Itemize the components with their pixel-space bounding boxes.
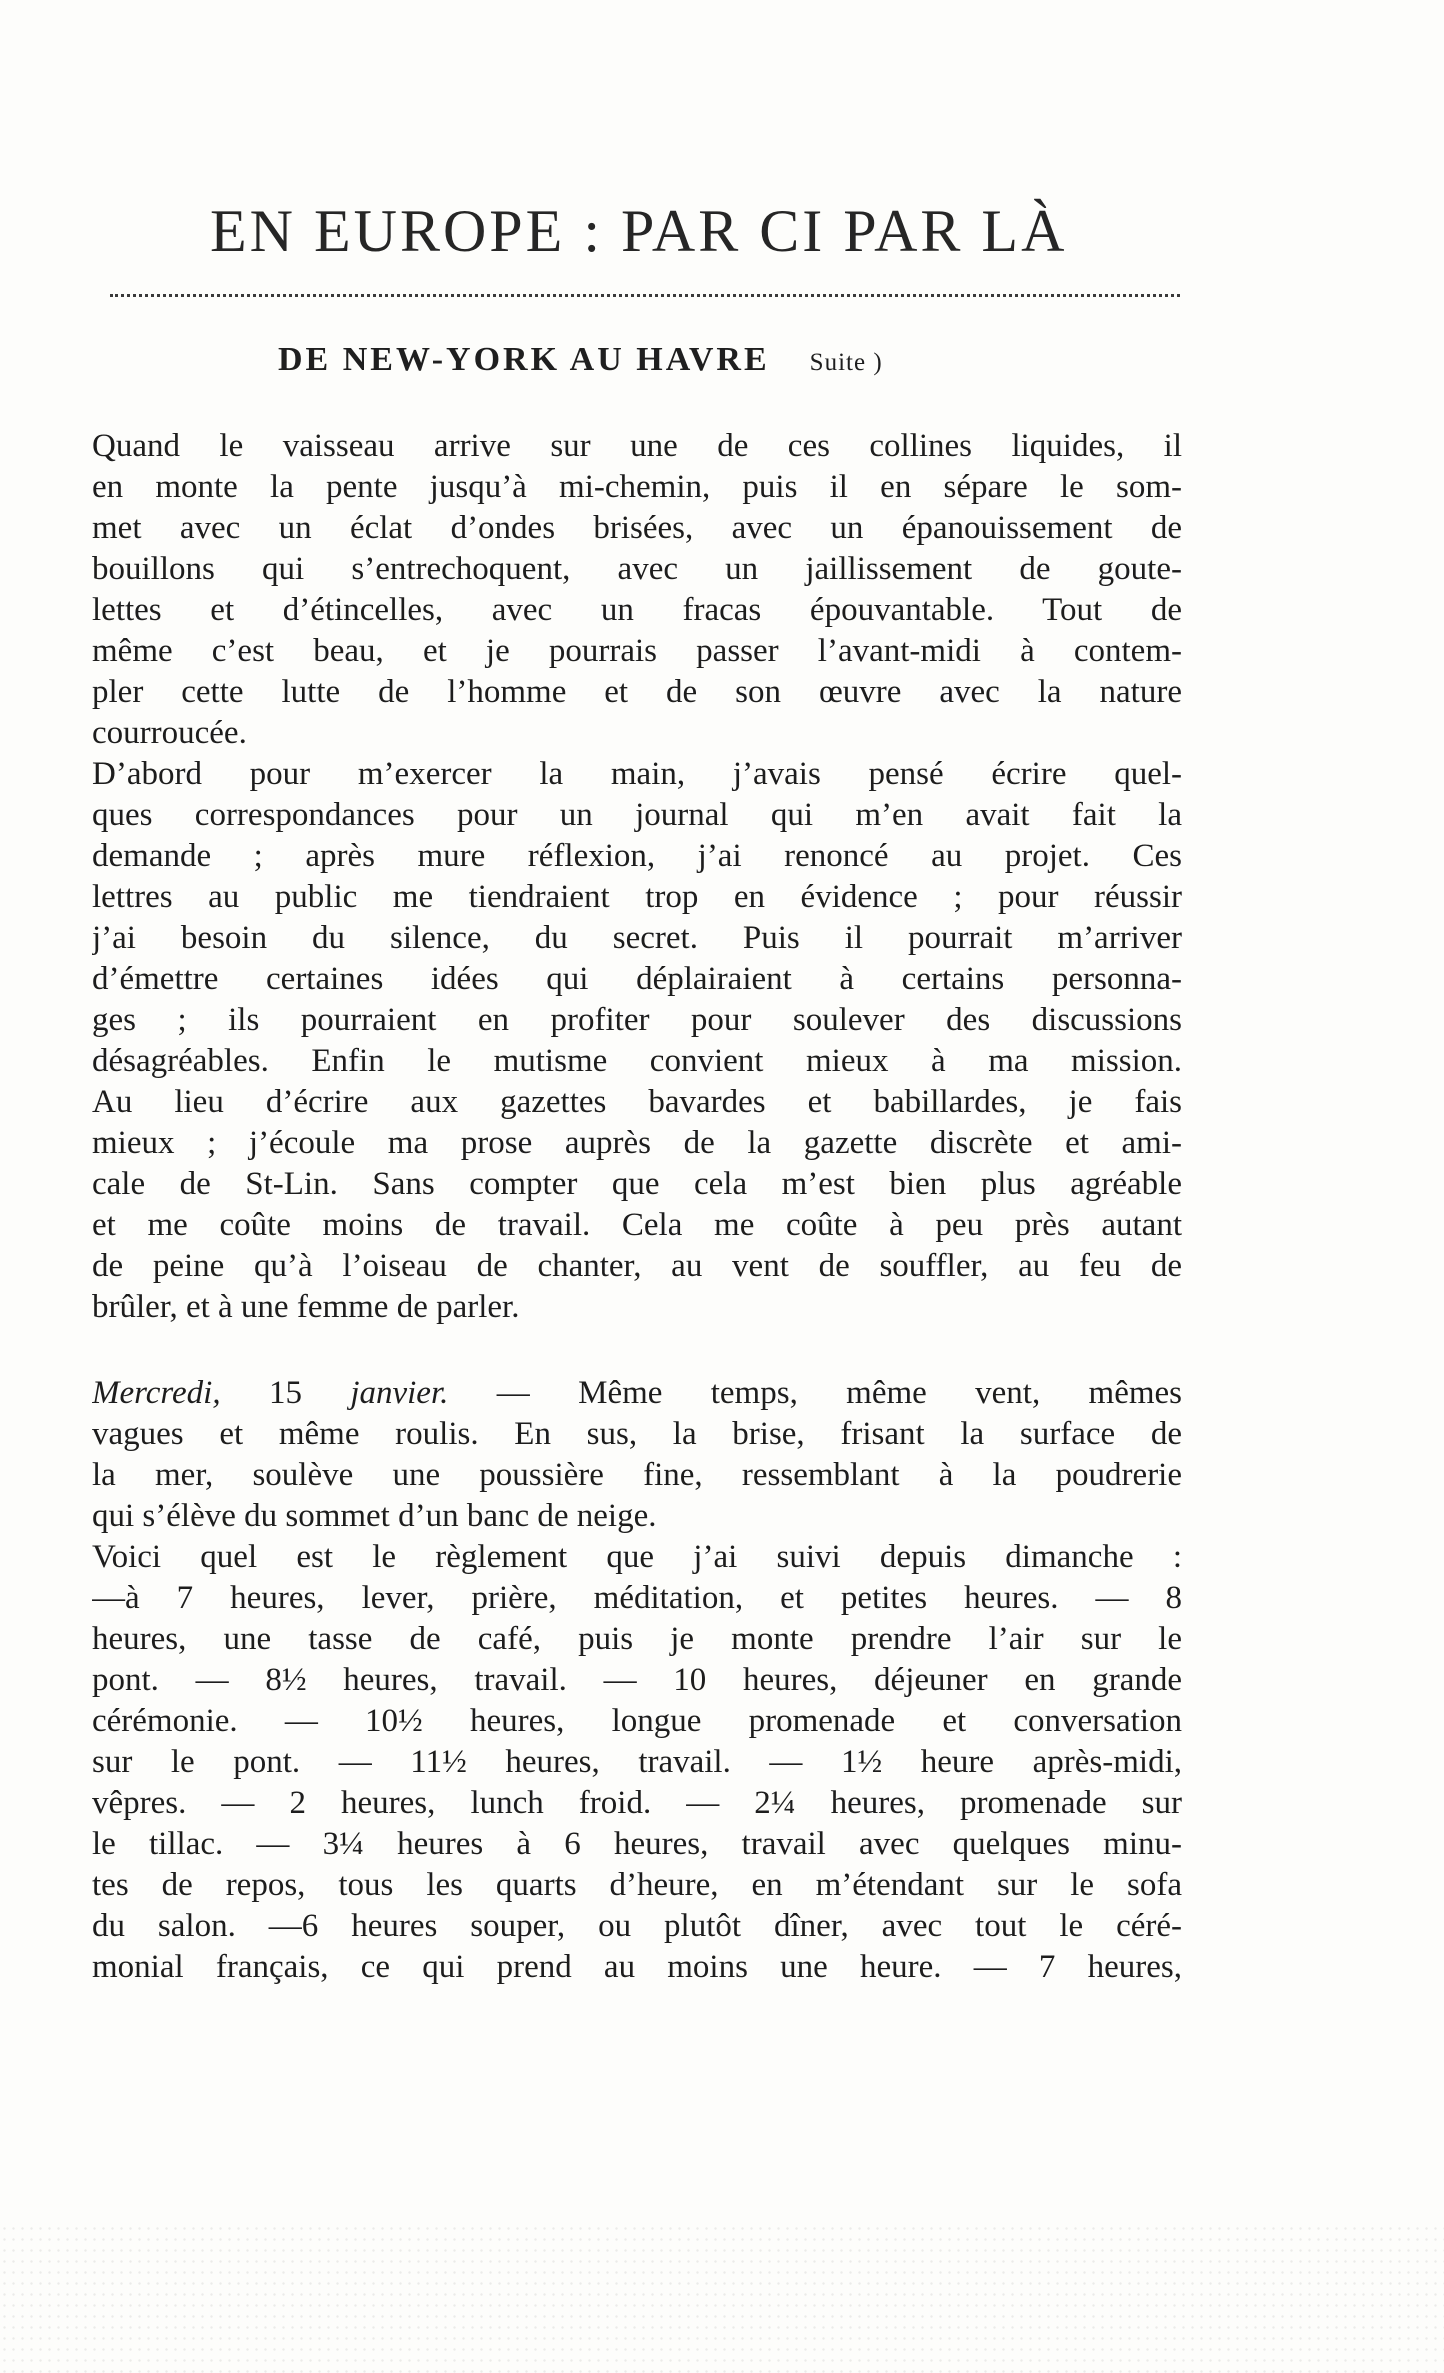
text-line: brûler, et à une femme de parler. bbox=[92, 1289, 520, 1325]
text-line: désagréables. Enfin le mutisme convient mieux à ma mission. bbox=[92, 1043, 1182, 1079]
subtitle-suite: Suite ) bbox=[809, 349, 883, 376]
text-line: mieux ; j’écoule ma prose auprès de la gazette discrète et ami- bbox=[92, 1125, 1182, 1161]
text-line: le tillac. — 3¼ heures à 6 heures, travail avec quelques minu- bbox=[92, 1826, 1182, 1862]
text-line: D’abord pour m’exercer la main, j’avais pensé écrire quel- bbox=[92, 756, 1182, 792]
text-line: ques correspondances pour un journal qui m’en avait fait la bbox=[92, 797, 1182, 833]
paper-speckle-decoration bbox=[0, 2223, 1444, 2373]
text-line: bouillons qui s’entrechoquent, avec un jaillissement de goute- bbox=[92, 551, 1182, 587]
page-title: EN EUROPE : PAR CI PAR LÀ bbox=[210, 198, 1068, 264]
date-text-line bbox=[92, 1373, 1182, 1414]
text-line: sur le pont. — 11½ heures, travail. — 1½ heure après-midi, bbox=[92, 1744, 1182, 1780]
text-line: met avec un éclat d’ondes brisées, avec un épanouissement de bbox=[92, 510, 1182, 546]
text-line: lettes et d’étincelles, avec un fracas épouvantable. Tout de bbox=[92, 592, 1182, 628]
text-line: lettres au public me tiendraient trop en évidence ; pour réussir bbox=[92, 879, 1182, 915]
text-line: vagues et même roulis. En sus, la brise, frisant la surface de bbox=[92, 1416, 1182, 1452]
text-line: la mer, soulève une poussière fine, ressemblant à la poudrerie bbox=[92, 1457, 1182, 1493]
text-line: heures, une tasse de café, puis je monte prendre l’air sur le bbox=[92, 1621, 1182, 1657]
text-line: qui s’élève du sommet d’un banc de neige. bbox=[92, 1498, 657, 1534]
subtitle-main: DE NEW-YORK AU HAVRE bbox=[278, 341, 770, 378]
text-line: tes de repos, tous les quarts d’heure, en m’étendant sur le sofa bbox=[92, 1867, 1182, 1903]
text-line: Voici quel est le règlement que j’ai suivi depuis dimanche : bbox=[92, 1539, 1182, 1575]
text-line: même c’est beau, et je pourrais passer l’avant-midi à contem- bbox=[92, 633, 1182, 669]
text-line: en monte la pente jusqu’à mi-chemin, puis il en sépare le som- bbox=[92, 469, 1182, 505]
date-number: 15 bbox=[268, 1375, 302, 1411]
text-line: de peine qu’à l’oiseau de chanter, au vent de souffler, au feu de bbox=[92, 1248, 1182, 1284]
text-line: pont. — 8½ heures, travail. — 10 heures, déjeuner en grande bbox=[92, 1662, 1182, 1698]
text-line: cérémonie. — 10½ heures, longue promenade et conversation bbox=[92, 1703, 1182, 1739]
text-line: vêpres. — 2 heures, lunch froid. — 2¼ heures, promenade sur bbox=[92, 1785, 1182, 1821]
date-month: janvier. bbox=[350, 1375, 449, 1411]
text-line: monial français, ce qui prend au moins une heure. — 7 heures, bbox=[92, 1949, 1182, 1985]
text-line: et me coûte moins de travail. Cela me coûte à peu près autant bbox=[92, 1207, 1182, 1243]
date-line-text: — Même temps, même vent, mêmes bbox=[496, 1375, 1182, 1411]
text-line: du salon. —6 heures souper, ou plutôt dîner, avec tout le céré- bbox=[92, 1908, 1182, 1944]
section-subtitle bbox=[278, 341, 1178, 379]
text-line: pler cette lutte de l’homme et de son œuvre avec la nature bbox=[92, 674, 1182, 710]
text-line: cale de St-Lin. Sans compter que cela m’est bien plus agréable bbox=[92, 1166, 1182, 1202]
text-line: j’ai besoin du silence, du secret. Puis il pourrait m’arriver bbox=[92, 920, 1182, 956]
text-line: courroucée. bbox=[92, 715, 247, 751]
article-body bbox=[92, 426, 1182, 1988]
date-day: Mercredi, bbox=[92, 1375, 221, 1411]
text-line: ges ; ils pourraient en profiter pour soulever des discussions bbox=[92, 1002, 1182, 1038]
text-line: d’émettre certaines idées qui déplairaient à certains personna- bbox=[92, 961, 1182, 997]
dotted-divider bbox=[110, 294, 1180, 297]
text-line: —à 7 heures, lever, prière, méditation, et petites heures. — 8 bbox=[92, 1580, 1182, 1616]
text-line: Quand le vaisseau arrive sur une de ces collines liquides, il bbox=[92, 428, 1182, 464]
text-line: Au lieu d’écrire aux gazettes bavardes et babillardes, je fais bbox=[92, 1084, 1182, 1120]
text-line: demande ; après mure réflexion, j’ai renoncé au projet. Ces bbox=[92, 838, 1182, 874]
